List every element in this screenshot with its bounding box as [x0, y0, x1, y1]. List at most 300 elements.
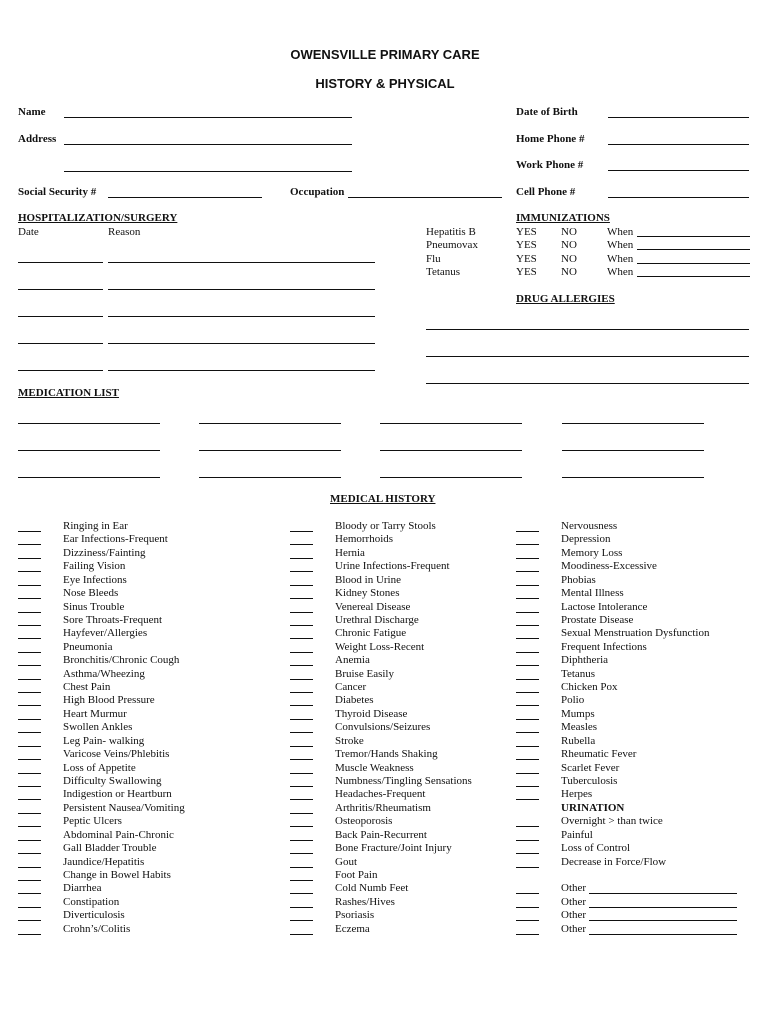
history-item [290, 762, 540, 775]
history-checkbox-line[interactable] [290, 786, 313, 787]
name-field[interactable] [64, 117, 352, 118]
history-checkbox-line[interactable] [290, 692, 313, 693]
immunization-no-option[interactable]: NO [561, 252, 577, 265]
history-item [516, 574, 766, 587]
history-item [290, 775, 540, 788]
history-item-label: Stroke [335, 734, 364, 747]
history-item [290, 520, 540, 533]
history-checkbox-line[interactable] [290, 719, 313, 720]
history-checkbox-line[interactable] [290, 612, 313, 613]
history-checkbox-line[interactable] [516, 773, 539, 774]
history-item-label: Back Pain-Recurrent [335, 828, 427, 841]
drug-allergies-heading: DRUG ALLERGIES [516, 293, 615, 305]
history-checkbox-line[interactable] [18, 867, 41, 868]
history-item-label: Ear Infections-Frequent [63, 533, 168, 546]
history-checkbox-line[interactable] [516, 558, 539, 559]
history-item [516, 641, 766, 654]
medical-history-heading: MEDICAL HISTORY [330, 493, 436, 505]
history-item [516, 735, 766, 748]
cell-phone-label: Cell Phone # [516, 186, 576, 198]
history-checkbox-line[interactable] [290, 893, 313, 894]
history-item-label: Overnight > than twice [561, 815, 663, 828]
history-item-label: Persistent Nausea/Vomiting [63, 801, 185, 814]
history-item [516, 533, 766, 546]
history-item-label: Crohn’s/Colitis [63, 922, 131, 935]
history-item [18, 721, 268, 734]
history-checkbox-line[interactable] [290, 907, 313, 908]
history-item-label: Numbness/Tingling Sensations [335, 774, 472, 787]
history-item [18, 735, 268, 748]
history-item-label: Jaundice/Hepatitis [63, 855, 145, 868]
immunization-no-option[interactable]: NO [561, 239, 577, 252]
history-item-label: Indigestion or Heartburn [63, 788, 172, 801]
immunization-yes-option[interactable]: YES [516, 239, 537, 252]
hospitalization-reason-field[interactable] [108, 262, 375, 263]
hospitalization-date-field[interactable] [18, 370, 103, 371]
history-item-label: Abdominal Pain-Chronic [63, 828, 174, 841]
history-checkbox-line[interactable] [516, 746, 539, 747]
history-item [290, 842, 540, 855]
history-checkbox-line[interactable] [290, 705, 313, 706]
history-item [516, 601, 766, 614]
history-item-label: Gout [335, 855, 357, 868]
address-field-2[interactable] [64, 171, 352, 172]
work-phone-field[interactable] [608, 170, 749, 171]
history-checkbox-line[interactable] [516, 679, 539, 680]
medication-field[interactable] [562, 423, 704, 424]
hospitalization-reason-field[interactable] [108, 289, 375, 290]
history-checkbox-line[interactable] [516, 759, 539, 760]
history-item-label: Other [561, 882, 587, 895]
form-title: HISTORY & PHYSICAL [315, 76, 455, 91]
history-item-label: Diarrhea [63, 882, 102, 895]
immunization-when-label: When [607, 226, 634, 238]
medication-field[interactable] [18, 477, 160, 478]
history-item-label: Foot Pain [335, 868, 378, 881]
immunization-no-option[interactable]: NO [561, 226, 577, 238]
history-checkbox-line[interactable] [18, 907, 41, 908]
history-item-label: Chicken Pox [561, 681, 618, 694]
other-field[interactable] [589, 920, 737, 921]
medication-field[interactable] [380, 477, 522, 478]
cell-phone-field[interactable] [608, 197, 749, 198]
immunizations-heading: IMMUNIZATIONS [516, 212, 610, 224]
history-item-label: Scarlet Fever [561, 761, 620, 774]
history-item [18, 694, 268, 707]
history-item [18, 829, 268, 842]
hospitalization-reason-field[interactable] [108, 370, 375, 371]
home-phone-field[interactable] [608, 144, 749, 145]
history-checkbox-line[interactable] [18, 705, 41, 706]
history-item [516, 829, 766, 842]
history-checkbox-line[interactable] [516, 612, 539, 613]
hospitalization-date-field[interactable] [18, 343, 103, 344]
history-item-label: High Blood Pressure [63, 694, 155, 707]
history-item-label: Mumps [561, 707, 595, 720]
history-item-label: Swollen Ankles [63, 721, 133, 734]
history-item-label: Cold Numb Feet [335, 882, 409, 895]
history-item-label: Lactose Intolerance [561, 600, 648, 613]
history-checkbox-line[interactable] [18, 625, 41, 626]
history-item-label: Chronic Fatigue [335, 627, 407, 640]
dob-field[interactable] [608, 117, 749, 118]
history-item-label: Thyroid Disease [335, 707, 408, 720]
medication-field[interactable] [18, 423, 160, 424]
history-item [516, 681, 766, 694]
history-checkbox-line[interactable] [290, 746, 313, 747]
history-checkbox-line[interactable] [516, 652, 539, 653]
history-checkbox-line[interactable] [290, 625, 313, 626]
history-checkbox-line[interactable] [18, 759, 41, 760]
history-checkbox-line[interactable] [516, 934, 539, 935]
medication-field[interactable] [562, 477, 704, 478]
history-checkbox-line[interactable] [18, 531, 41, 532]
hospitalization-heading: HOSPITALIZATION/SURGERY [18, 212, 178, 224]
history-item-label: Anemia [335, 654, 370, 667]
ssn-label: Social Security # [18, 186, 97, 198]
drug-allergy-field-1[interactable] [426, 329, 749, 330]
history-item [290, 923, 540, 936]
history-item-label: Rheumatic Fever [561, 748, 637, 761]
history-checkbox-line[interactable] [516, 531, 539, 532]
work-phone-label: Work Phone # [516, 159, 584, 171]
history-checkbox-line[interactable] [18, 799, 41, 800]
medication-field[interactable] [380, 423, 522, 424]
history-item [290, 882, 540, 895]
history-item-label: Arthritis/Rheumatism [335, 801, 431, 814]
history-checkbox-line[interactable] [290, 558, 313, 559]
drug-allergy-field-2[interactable] [426, 356, 749, 357]
history-item [290, 560, 540, 573]
history-item [290, 869, 540, 882]
history-item-label: Diverticulosis [63, 909, 125, 922]
history-item-label: Pneumonia [63, 640, 113, 653]
history-checkbox-line[interactable] [18, 813, 41, 814]
history-checkbox-line[interactable] [290, 799, 313, 800]
history-item [290, 721, 540, 734]
history-checkbox-line[interactable] [18, 893, 41, 894]
history-item [516, 762, 766, 775]
history-item [18, 641, 268, 654]
history-item [18, 627, 268, 640]
history-checkbox-line[interactable] [516, 867, 539, 868]
history-item [18, 775, 268, 788]
history-item-label: Other [561, 909, 587, 922]
immunization-when-label: When [607, 252, 634, 265]
history-checkbox-line[interactable] [516, 585, 539, 586]
history-item-label: Herpes [561, 788, 593, 801]
history-checkbox-line[interactable] [516, 799, 539, 800]
history-checkbox-line[interactable] [290, 773, 313, 774]
history-checkbox-line[interactable] [18, 920, 41, 921]
history-item [290, 574, 540, 587]
history-checkbox-line[interactable] [290, 840, 313, 841]
hospitalization-date-field[interactable] [18, 289, 103, 290]
history-item-label: Convulsions/Seizures [335, 721, 431, 734]
history-item-label: Sexual Menstruation Dysfunction [561, 627, 710, 640]
history-item [290, 708, 540, 721]
history-checkbox-line[interactable] [18, 786, 41, 787]
history-checkbox-line[interactable] [18, 692, 41, 693]
history-item [290, 601, 540, 614]
history-checkbox-line[interactable] [290, 880, 313, 881]
history-item-label: Difficulty Swallowing [63, 774, 162, 787]
history-item-label: Varicose Veins/Phlebitis [63, 748, 170, 761]
history-item [18, 547, 268, 560]
history-checkbox-line[interactable] [290, 732, 313, 733]
history-item [18, 896, 268, 909]
history-checkbox-line[interactable] [290, 665, 313, 666]
history-item-label: Weight Loss-Recent [335, 640, 425, 653]
history-item-label: Kidney Stones [335, 587, 400, 600]
history-item-label: Heart Murmur [63, 707, 127, 720]
history-item-label: Memory Loss [561, 546, 623, 559]
history-item [516, 614, 766, 627]
history-item [290, 788, 540, 801]
immunization-when-label: When [607, 239, 634, 252]
history-item-label: Constipation [63, 895, 120, 908]
history-checkbox-line[interactable] [516, 920, 539, 921]
history-item [290, 829, 540, 842]
history-item-label: Loss of Appetite [63, 761, 136, 774]
hospitalization-date-header: Date [18, 226, 39, 238]
history-item-label: Peptic Ulcers [63, 815, 122, 828]
history-item [18, 614, 268, 627]
medication-field[interactable] [18, 450, 160, 451]
history-item-label: Nervousness [561, 520, 618, 532]
history-checkbox-line[interactable] [290, 867, 313, 868]
immunization-no-option[interactable]: NO [561, 266, 577, 279]
history-item [516, 842, 766, 855]
history-item-label: Polio [561, 694, 585, 707]
history-item [516, 721, 766, 734]
other-field[interactable] [589, 893, 737, 894]
other-field[interactable] [589, 907, 737, 908]
history-item [290, 896, 540, 909]
history-checkbox-line[interactable] [516, 719, 539, 720]
history-checkbox-line[interactable] [516, 544, 539, 545]
history-checkbox-line[interactable] [516, 826, 539, 827]
immunization-when-field[interactable] [637, 249, 750, 250]
history-checkbox-line[interactable] [18, 840, 41, 841]
history-item-label: Venereal Disease [335, 600, 411, 613]
history-checkbox-line[interactable] [290, 759, 313, 760]
history-checkbox-line[interactable] [18, 638, 41, 639]
history-item [18, 574, 268, 587]
immunization-name: Pneumovax [426, 239, 478, 252]
history-item-label: Osteoporosis [335, 815, 393, 828]
immunization-yes-option[interactable]: YES [516, 266, 537, 279]
history-item-label: Headaches-Frequent [335, 788, 426, 801]
history-checkbox-line[interactable] [18, 652, 41, 653]
history-item [516, 560, 766, 573]
clinic-name: OWENSVILLE PRIMARY CARE [290, 47, 480, 62]
history-item [18, 923, 268, 936]
history-checkbox-line[interactable] [18, 598, 41, 599]
hospitalization-date-field[interactable] [18, 316, 103, 317]
history-checkbox-line[interactable] [516, 840, 539, 841]
history-item [290, 909, 540, 922]
history-item [516, 815, 766, 828]
history-checkbox-line[interactable] [290, 679, 313, 680]
history-item [290, 547, 540, 560]
history-item [290, 694, 540, 707]
immunization-when-field[interactable] [637, 263, 750, 264]
history-checkbox-line[interactable] [18, 665, 41, 666]
drug-allergy-field-3[interactable] [426, 383, 749, 384]
history-item [516, 627, 766, 640]
history-checkbox-line[interactable] [18, 558, 41, 559]
history-checkbox-line[interactable] [290, 934, 313, 935]
history-checkbox-line[interactable] [516, 571, 539, 572]
history-checkbox-line[interactable] [18, 880, 41, 881]
history-checkbox-line[interactable] [516, 625, 539, 626]
history-item-label: Sore Throats-Frequent [63, 613, 163, 626]
hospitalization-date-field[interactable] [18, 262, 103, 263]
history-item-label: Diphtheria [561, 654, 609, 667]
history-item-label: Gall Bladder Trouble [63, 842, 157, 855]
history-checkbox-line[interactable] [516, 705, 539, 706]
history-checkbox-line[interactable] [516, 732, 539, 733]
history-item-label: Prostate Disease [561, 613, 634, 626]
history-checkbox-line[interactable] [18, 853, 41, 854]
immunization-when-label: When [607, 266, 634, 279]
history-checkbox-line[interactable] [516, 893, 539, 894]
history-checkbox-line[interactable] [290, 598, 313, 599]
history-item [516, 802, 766, 815]
history-item [516, 882, 766, 895]
history-checkbox-line[interactable] [290, 826, 313, 827]
history-item [516, 856, 766, 869]
hospitalization-reason-field[interactable] [108, 316, 375, 317]
history-item [18, 802, 268, 815]
history-item-label: Other [561, 922, 587, 935]
history-checkbox-line[interactable] [516, 665, 539, 666]
history-item-label: Hayfever/Allergies [63, 627, 148, 640]
history-checkbox-line[interactable] [290, 531, 313, 532]
history-item [516, 520, 766, 533]
history-item-label: Moodiness-Excessive [561, 560, 657, 573]
history-item-label: Eczema [335, 922, 370, 935]
history-item [18, 587, 268, 600]
medication-field[interactable] [199, 423, 341, 424]
history-item-label: Phobias [561, 573, 596, 586]
history-item [18, 520, 268, 533]
history-item [516, 587, 766, 600]
medication-field[interactable] [199, 450, 341, 451]
history-item [516, 896, 766, 909]
history-item [18, 601, 268, 614]
history-checkbox-line[interactable] [18, 746, 41, 747]
history-item-label: Tuberculosis [561, 774, 618, 787]
medication-field[interactable] [562, 450, 704, 451]
history-checkbox-line[interactable] [18, 612, 41, 613]
history-item [18, 815, 268, 828]
history-item [516, 923, 766, 936]
history-checkbox-line[interactable] [18, 732, 41, 733]
history-item-label: Diabetes [335, 694, 374, 707]
history-item-label: Frequent Infections [561, 640, 647, 653]
history-checkbox-line[interactable] [18, 679, 41, 680]
occupation-field[interactable] [348, 197, 502, 198]
history-item [290, 614, 540, 627]
history-item-label: Cancer [335, 681, 367, 694]
history-item-label: Urethral Discharge [335, 613, 419, 626]
medication-field[interactable] [380, 450, 522, 451]
history-item [516, 547, 766, 560]
history-item-label: Bone Fracture/Joint Injury [335, 842, 452, 855]
history-checkbox-line[interactable] [516, 598, 539, 599]
history-checkbox-line[interactable] [290, 638, 313, 639]
history-checkbox-line[interactable] [290, 920, 313, 921]
history-checkbox-line[interactable] [18, 719, 41, 720]
immunization-when-field[interactable] [637, 236, 750, 237]
ssn-field[interactable] [108, 197, 262, 198]
immunization-name: Hepatitis B [426, 226, 476, 238]
immunization-name: Flu [426, 252, 441, 265]
history-checkbox-line[interactable] [18, 585, 41, 586]
history-checkbox-line[interactable] [516, 853, 539, 854]
history-checkbox-line[interactable] [516, 692, 539, 693]
history-item [516, 694, 766, 707]
immunization-when-field[interactable] [637, 276, 750, 277]
history-item-label: Eye Infections [63, 573, 127, 586]
history-item-label: Measles [561, 721, 598, 734]
history-item-label: Sinus Trouble [63, 600, 125, 613]
history-item-label: Failing Vision [63, 560, 126, 573]
immunization-yes-option[interactable]: YES [516, 252, 537, 265]
history-item-label: Mental Illness [561, 587, 624, 600]
address-field-1[interactable] [64, 144, 352, 145]
history-checkbox-line[interactable] [18, 826, 41, 827]
history-checkbox-line[interactable] [516, 638, 539, 639]
history-checkbox-line[interactable] [290, 652, 313, 653]
history-item [18, 842, 268, 855]
history-item-label: Ringing in Ear [63, 520, 128, 532]
history-checkbox-line[interactable] [290, 585, 313, 586]
history-item [18, 560, 268, 573]
history-item-label: Other [561, 895, 587, 908]
hospitalization-reason-field[interactable] [108, 343, 375, 344]
history-checkbox-line[interactable] [18, 934, 41, 935]
history-item-label: Rubella [561, 734, 596, 747]
urination-heading: URINATION [561, 801, 625, 814]
history-item [18, 654, 268, 667]
history-item [516, 708, 766, 721]
history-item-label: Hernia [335, 546, 365, 559]
history-checkbox-line[interactable] [290, 853, 313, 854]
immunization-yes-option[interactable]: YES [516, 226, 537, 238]
address-label: Address [18, 133, 57, 145]
history-checkbox-line[interactable] [18, 773, 41, 774]
name-label: Name [18, 106, 46, 118]
history-item [290, 668, 540, 681]
medication-field[interactable] [199, 477, 341, 478]
history-item-label: Bronchitis/Chronic Cough [63, 654, 180, 667]
history-checkbox-line[interactable] [516, 786, 539, 787]
history-checkbox-line[interactable] [516, 907, 539, 908]
history-item-label: Hemorrhoids [335, 533, 394, 546]
history-checkbox-line[interactable] [290, 813, 313, 814]
history-checkbox-line[interactable] [18, 571, 41, 572]
history-checkbox-line[interactable] [290, 571, 313, 572]
other-field[interactable] [589, 934, 737, 935]
history-item [18, 533, 268, 546]
history-checkbox-line[interactable] [290, 544, 313, 545]
history-item-label: Muscle Weakness [335, 761, 414, 774]
history-item-label: Nose Bleeds [63, 587, 119, 600]
history-checkbox-line[interactable] [18, 544, 41, 545]
